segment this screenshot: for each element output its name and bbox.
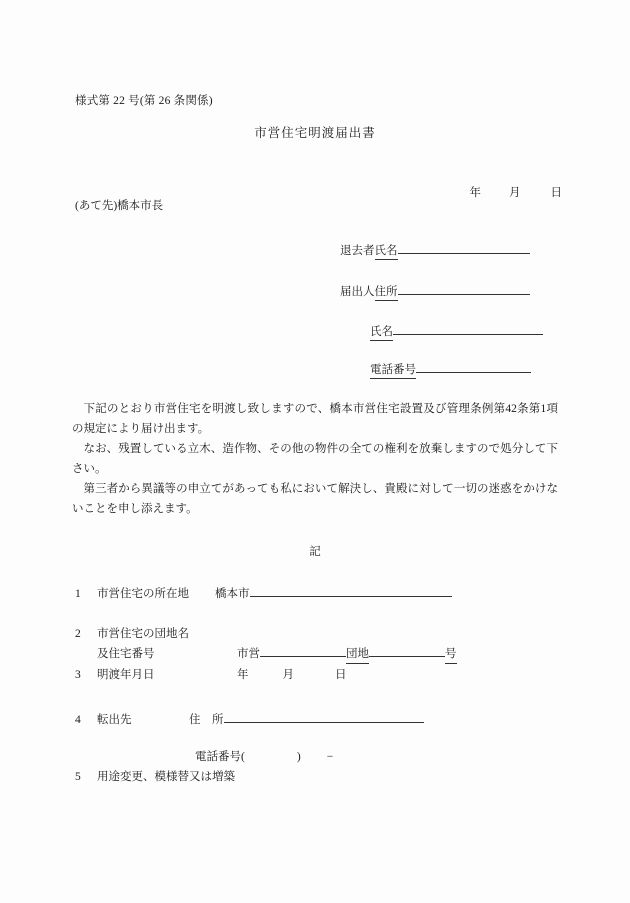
list-item-5 — [75, 768, 235, 784]
field-applicant-address — [340, 283, 555, 299]
list-item-2-label-line1: 市営住宅の団地名 — [97, 628, 189, 640]
list-item-4-label: 転出先 — [97, 714, 132, 726]
list-item-1-label: 市営住宅の所在地 — [97, 588, 189, 600]
list-item-1 — [75, 585, 452, 601]
list-item-2-middle-label: 団地 — [346, 645, 369, 664]
list-item-2-line1 — [75, 625, 189, 641]
list-item-5-number: 5 — [75, 771, 81, 783]
field-applicant-address-input[interactable] — [398, 292, 530, 295]
list-item-2-estate-input[interactable] — [260, 654, 346, 657]
list-item-4-phone-dash: − — [326, 751, 334, 763]
field-applicant-name-label: 氏名 — [370, 326, 393, 341]
date-year-label: 年 — [469, 187, 481, 199]
field-applicant-phone — [370, 361, 555, 377]
field-applicant-address-label: 住所 — [375, 286, 398, 301]
list-item-1-input[interactable] — [250, 594, 452, 597]
list-item-4-phone-label: 電話番号( — [195, 751, 245, 763]
body-paragraph-1 — [72, 400, 558, 440]
form-number: 様式第 22 号(第 26 条関係) — [75, 95, 213, 107]
addressee-line: (あて先)橋本市長 — [75, 200, 164, 212]
list-item-1-number: 1 — [75, 588, 81, 600]
list-item-2-suffix-label: 号 — [445, 645, 457, 664]
ki-marker: 記 — [309, 546, 321, 558]
list-item-4-phone — [195, 748, 333, 764]
list-item-4 — [75, 711, 424, 727]
list-item-4-sublabel: 住 所 — [189, 714, 224, 726]
body-paragraph-2-text: なお、残置している立木、造作物、その他の物件の全ての権利を放棄しますので処分して下さい。 — [72, 443, 558, 475]
field-applicant-phone-label: 電話番号 — [370, 364, 416, 379]
field-applicant-address-prefix: 届出人 — [340, 286, 375, 298]
field-evictee-name-label: 氏名 — [375, 245, 398, 260]
field-evictee-name-prefix: 退去者 — [340, 245, 375, 257]
field-applicant-name-input[interactable] — [393, 332, 543, 335]
field-evictee-name-input[interactable] — [398, 251, 530, 254]
list-item-4-address-input[interactable] — [224, 720, 424, 723]
list-item-3 — [75, 666, 347, 682]
document-title: 市営住宅明渡届出書 — [254, 126, 376, 140]
list-item-5-label: 用途変更、模様替又は増築 — [97, 771, 235, 783]
list-item-4-phone-paren-close: ) — [296, 751, 301, 763]
field-evictee-name — [340, 242, 555, 258]
list-item-3-number: 3 — [75, 669, 81, 681]
list-item-2-label-line2: 及住宅番号 — [97, 648, 155, 660]
body-paragraph-3 — [72, 480, 558, 520]
list-item-2-number: 2 — [75, 628, 81, 640]
date-month-label: 月 — [509, 187, 521, 199]
body-paragraph-2 — [72, 440, 558, 480]
field-applicant-name — [370, 323, 555, 339]
list-item-2-number-input[interactable] — [369, 654, 445, 657]
list-item-3-label: 明渡年月日 — [97, 669, 155, 681]
list-item-2-prefix: 市営 — [237, 648, 260, 660]
list-item-3-year-label: 年 — [237, 669, 249, 681]
list-item-3-day-label: 日 — [335, 669, 347, 681]
field-applicant-phone-input[interactable] — [416, 370, 531, 373]
body-paragraph-3-text: 第三者から異議等の申立てがあっても私において解決し、貴殿に対して一切の迷惑をかけないことを申し添えます。 — [72, 483, 558, 515]
body-paragraph-1-text: 下記のとおり市営住宅を明渡し致しますので、橋本市営住宅設置及び管理条例第42条第1項の規定により届け出ます。 — [72, 403, 558, 435]
list-item-1-prefix: 橋本市 — [215, 588, 250, 600]
date-day-label: 日 — [550, 187, 562, 199]
list-item-2-line2 — [75, 645, 457, 664]
list-item-3-month-label: 月 — [282, 669, 294, 681]
list-item-4-number: 4 — [75, 714, 81, 726]
